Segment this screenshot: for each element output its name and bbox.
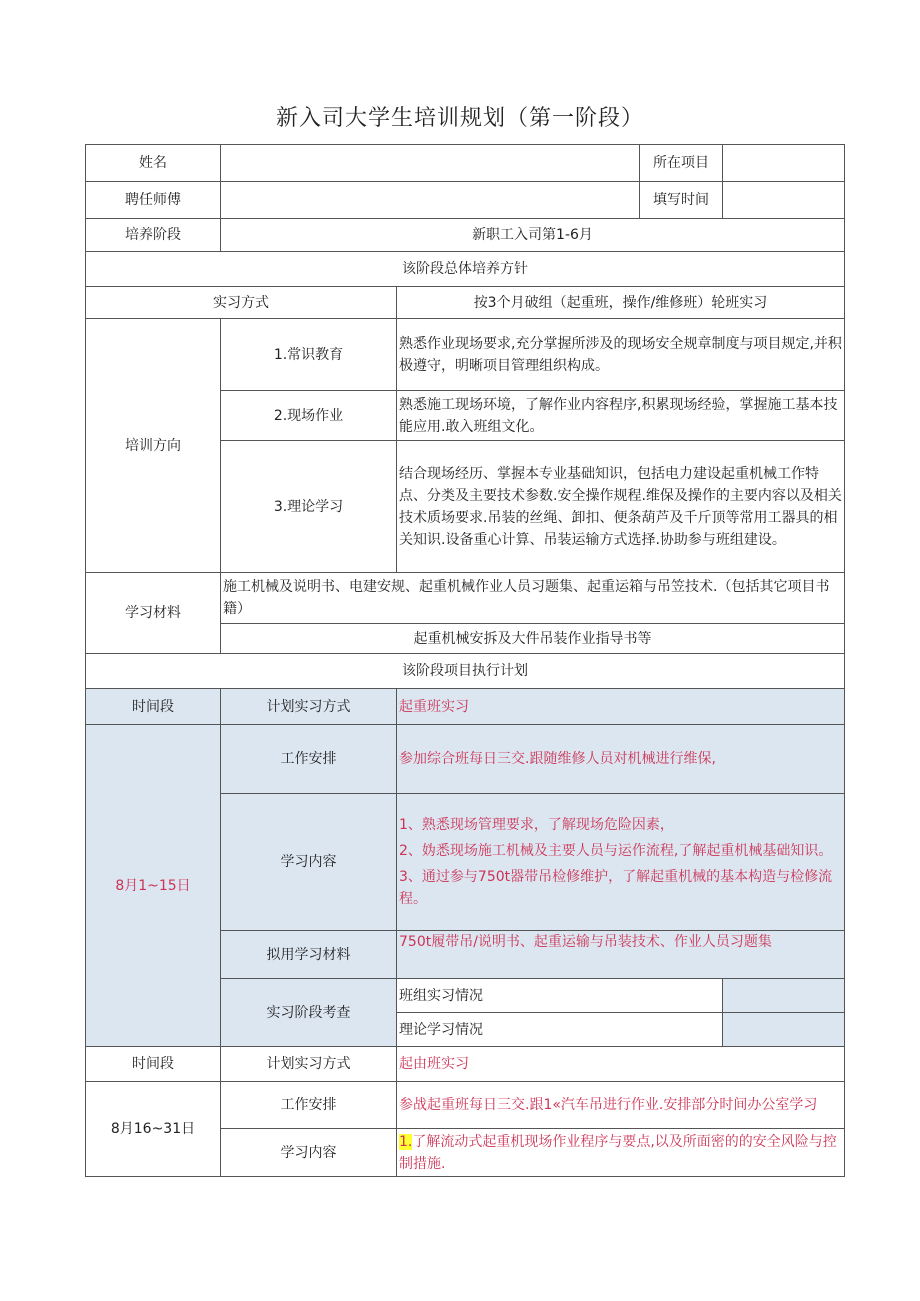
plan-mode-label: 计划实习方式: [221, 1047, 397, 1082]
assess-item-value[interactable]: [723, 1013, 845, 1047]
materials-line1: 施工机械及说明书、电建安规、起重机械作业人员习题集、起重运箱与吊笠技术.（包括其它项目书籍）: [221, 573, 845, 624]
study-label: 学习内容: [221, 794, 397, 931]
direction-item-name: 3.理论学习: [221, 441, 397, 573]
stage-value: 新职工入司第1-6月: [221, 219, 845, 252]
practice-mode-label: 实习方式: [86, 287, 397, 319]
materials-line2: 起重机械安拆及大件吊装作业指导书等: [221, 624, 845, 654]
filltime-field[interactable]: [723, 182, 845, 219]
study-item: 了解流动式起重机现场作业程序与要点,以及所面密的的安全风险与控制措施.: [399, 1133, 837, 1172]
mentor-label: 聘任师傅: [86, 182, 221, 219]
study-item: 1、熟悉现场管理要求，了解现场危险因素，: [399, 817, 674, 833]
work-value: 参战起重班每日三交.跟1«汽车吊进行作业.安排部分时间办公室学习: [397, 1082, 845, 1129]
direction-item-desc: 熟悉施工现场环境，了解作业内容程序,积累现场经验，掌握施工基本技能应用.敢入班组文化。: [397, 391, 845, 441]
study-item: 3、通过参与750t器带吊检修维护，了解起重机械的基本构造与检修流程。: [399, 869, 833, 907]
stage-label: 培养阶段: [86, 219, 221, 252]
period-range: 8月1~15日: [86, 725, 221, 1047]
period-label: 时间段: [86, 689, 221, 725]
filltime-label: 填写时间: [640, 182, 723, 219]
name-field[interactable]: [221, 145, 640, 182]
direction-item-name: 1.常识教育: [221, 319, 397, 391]
material-label: 拟用学习材料: [221, 931, 397, 979]
project-field[interactable]: [723, 145, 845, 182]
project-label: 所在项目: [640, 145, 723, 182]
materials-label: 学习材料: [86, 573, 221, 654]
work-value: 参加综合班每日三交.跟随维修人员对机械进行维保,: [397, 725, 845, 794]
plan-mode-value: 起重班实习: [397, 689, 845, 725]
work-label: 工作安排: [221, 725, 397, 794]
assess-label: 实习阶段考查: [221, 979, 397, 1047]
direction-label: 培训方向: [86, 319, 221, 573]
page-title: 新入司大学生培训规划（第一阶段）: [275, 106, 644, 131]
assess-item-value[interactable]: [723, 979, 845, 1013]
period-label: 时间段: [86, 1047, 221, 1082]
marker-highlight: 1.: [399, 1133, 413, 1150]
direction-item-desc: 结合现场经历、掌握本专业基础知识，包括电力建设起重机械工作特点、分类及主要技术参数.安全操作规程.维保及操作的主要内容以及相关技术质场要求.吊装的丝绳、卸扣、便条葫芦及千斤顶等常用工器具的相关知识.设备重心计算、吊装运输方式选择.协助参与班组建设。: [397, 441, 845, 573]
work-label: 工作安排: [221, 1082, 397, 1129]
period-range: 8月16~31日: [86, 1082, 221, 1177]
name-label: 姓名: [86, 145, 221, 182]
plan-header: 该阶段项目执行计划: [86, 654, 845, 689]
mentor-field[interactable]: [221, 182, 640, 219]
training-plan-table: [85, 144, 845, 1177]
direction-item-desc: 熟悉作业现场要求,充分掌握所涉及的现场安全规章制度与项目规定,并积极遵守，明晰项目管理组织构成。: [397, 319, 845, 391]
study-item: 2、妫悉现场施工机械及主要人员与运作流程,了解起重机械基础知识。: [399, 843, 833, 859]
practice-mode-value: 按3个月破组（起重班，操作/维修班）轮班实习: [397, 287, 845, 319]
study-label: 学习内容: [221, 1129, 397, 1177]
assess-item-label: 理论学习情况: [397, 1013, 723, 1047]
policy-header: 该阶段总体培养方针: [86, 252, 845, 287]
material-value: 750t履带吊/说明书、起重运输与吊装技术、作业人员习题集: [397, 931, 845, 979]
direction-item-name: 2.现场作业: [221, 391, 397, 441]
study-content: [397, 1129, 845, 1177]
assess-item-label: 班组实习情况: [397, 979, 723, 1013]
plan-mode-value: 起由班实习: [397, 1047, 845, 1082]
study-content: [397, 794, 845, 931]
plan-mode-label: 计划实习方式: [221, 689, 397, 725]
